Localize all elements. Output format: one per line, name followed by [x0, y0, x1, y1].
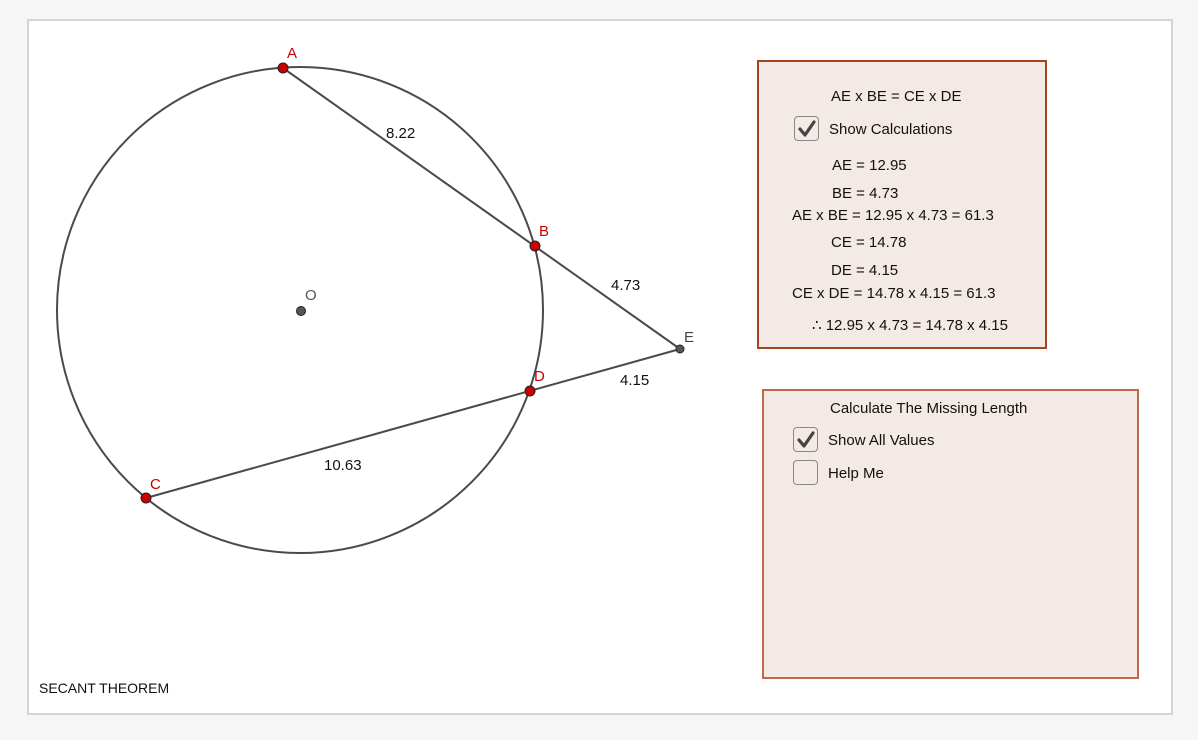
- label-c: C: [150, 476, 161, 493]
- ce-value: CE = 14.78: [831, 234, 907, 251]
- point-a[interactable]: [278, 63, 288, 73]
- point-b[interactable]: [530, 241, 540, 251]
- check-icon: [796, 430, 816, 450]
- label-o: O: [305, 287, 317, 304]
- label-e: E: [684, 329, 695, 346]
- point-c[interactable]: [141, 493, 151, 503]
- ae-x-be: AE x BE = 12.95 x 4.73 = 61.3: [792, 207, 994, 224]
- be-value: BE = 4.73: [832, 185, 899, 202]
- secant-ce[interactable]: [146, 349, 680, 498]
- label-a: A: [287, 45, 298, 62]
- applet-title: SECANT THEOREM: [39, 680, 170, 696]
- length-ab: 8.22: [386, 125, 416, 142]
- show-all-values-checkbox[interactable]: [793, 427, 818, 452]
- formula: AE x BE = CE x DE: [831, 88, 962, 105]
- point-d[interactable]: [525, 386, 535, 396]
- length-de: 4.15: [620, 372, 650, 389]
- ae-value: AE = 12.95: [832, 157, 907, 174]
- ce-x-de: CE x DE = 14.78 x 4.15 = 61.3: [792, 285, 996, 302]
- point-e[interactable]: [676, 345, 684, 353]
- missing-length-title: Calculate The Missing Length: [830, 400, 1028, 417]
- help-me-label[interactable]: Help Me: [828, 465, 884, 482]
- secant-ae[interactable]: [283, 68, 680, 349]
- help-me-checkbox[interactable]: [793, 460, 818, 485]
- show-all-values-label[interactable]: Show All Values: [828, 432, 935, 449]
- label-b: B: [539, 223, 550, 240]
- show-calculations-label[interactable]: Show Calculations: [829, 121, 953, 138]
- show-calculations-checkbox[interactable]: [794, 116, 819, 141]
- point-o[interactable]: [297, 307, 306, 316]
- length-be: 4.73: [611, 277, 641, 294]
- label-d: D: [534, 368, 545, 385]
- length-cd: 10.63: [324, 457, 362, 474]
- therefore-statement: ∴ 12.95 x 4.73 = 14.78 x 4.15: [812, 317, 1008, 334]
- de-value: DE = 4.15: [831, 262, 899, 279]
- check-icon: [797, 119, 817, 139]
- missing-length-panel: [762, 389, 1139, 679]
